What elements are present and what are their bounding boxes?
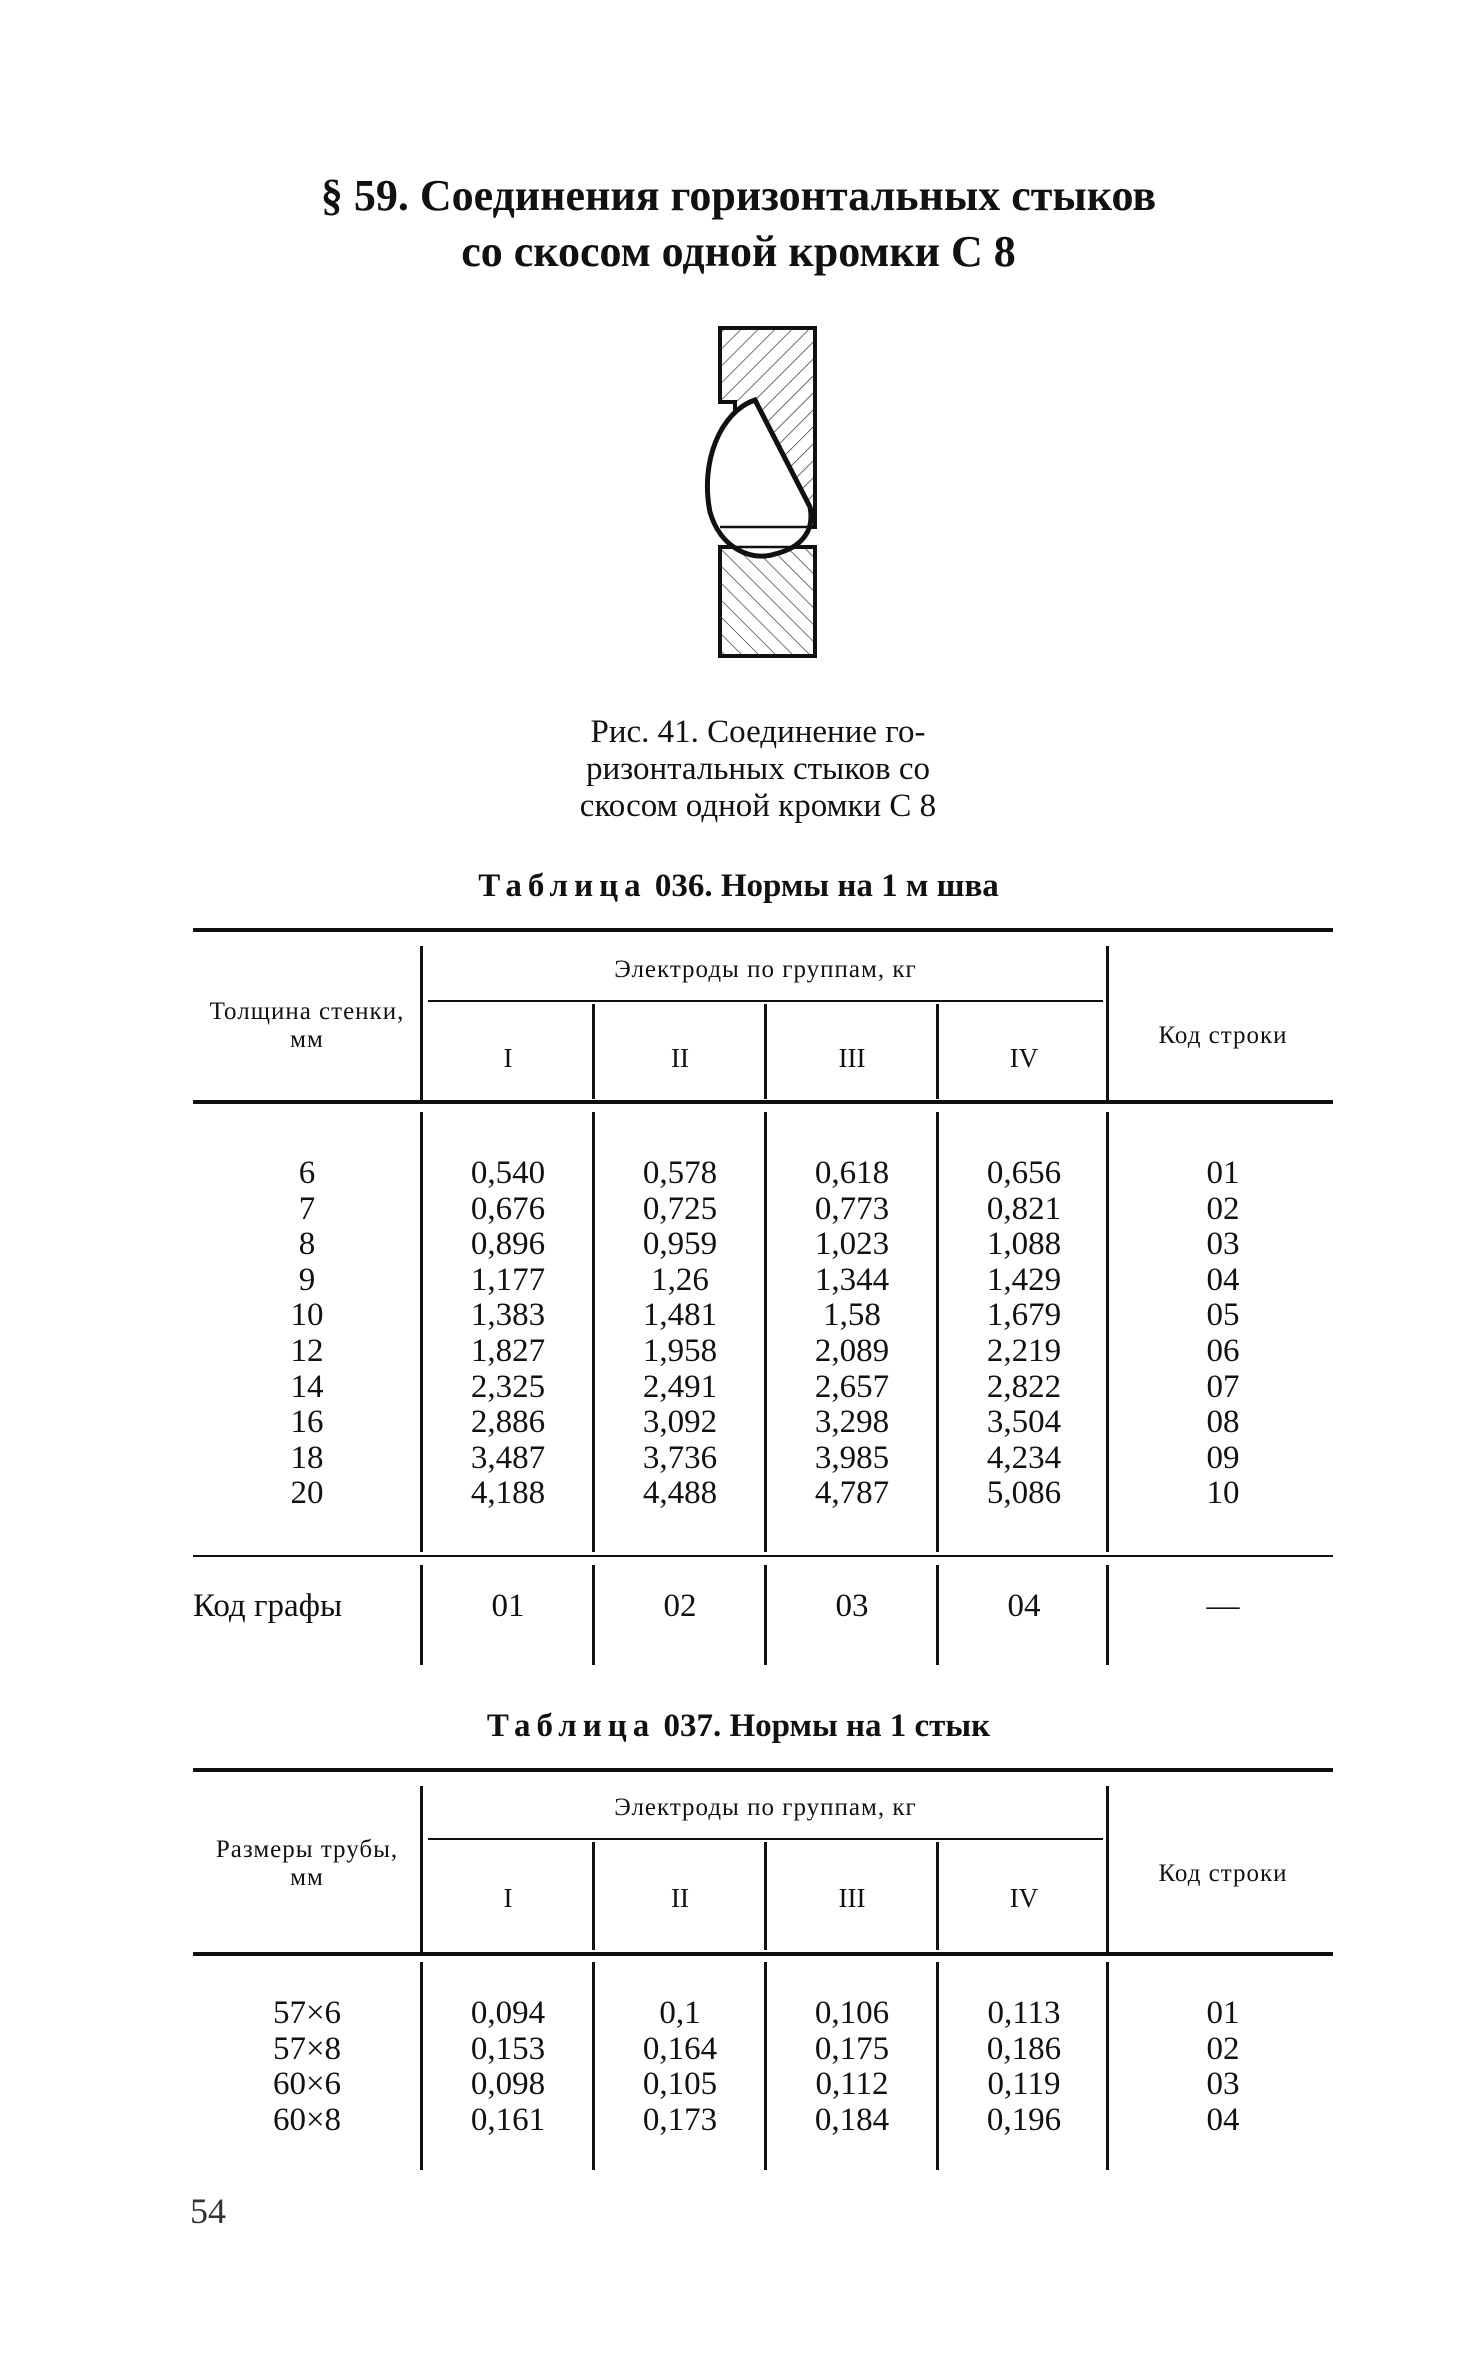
- table-cell: 1,58: [823, 1297, 881, 1334]
- table-cell: 0,540: [470, 1155, 546, 1191]
- caption-line2: ризонтальных стыков со: [585, 751, 931, 787]
- table037-vline: [764, 1962, 767, 2170]
- table037-row-header: Размеры трубы, мм: [215, 1836, 399, 1891]
- table036-col-codes: [1112, 1156, 1334, 1512]
- table036-header-rule: [193, 1100, 1333, 1104]
- table036-col-thickness: [196, 1156, 418, 1512]
- table-cell: 3,487: [470, 1439, 546, 1476]
- table-cell: 0,773: [814, 1190, 890, 1227]
- table-cell: 0,196: [986, 2101, 1062, 2138]
- table037-caption: [0, 1708, 1477, 1745]
- table036-group-iv: IV: [1009, 1043, 1039, 1073]
- table036-group-i: I: [503, 1043, 513, 1073]
- table-cell: 8: [298, 1226, 316, 1263]
- table-cell: 2,089: [814, 1332, 890, 1369]
- table-cell: 1,383: [470, 1297, 546, 1334]
- section-title-line1: § 59. Соединения горизонтальных стыков: [320, 171, 1157, 220]
- table-cell: 0,896: [470, 1226, 546, 1263]
- table036-vline: [420, 1112, 423, 1552]
- table037-vline: [592, 1962, 595, 2170]
- table-cell: 18: [290, 1439, 324, 1476]
- table-cell: 1,429: [986, 1261, 1062, 1298]
- table036-col-g3: [769, 1156, 935, 1512]
- table036-col-g2: [597, 1156, 763, 1512]
- table-cell: 7: [298, 1190, 316, 1227]
- table-cell: 2,491: [642, 1368, 718, 1405]
- caption-line3: скосом одной кромки С 8: [579, 788, 937, 824]
- table036-vline: [1106, 946, 1109, 1101]
- caption-line1: Рис. 41. Соединение го-: [590, 714, 926, 750]
- table036-group-ii: II: [671, 1043, 689, 1073]
- table-cell: 10: [290, 1297, 324, 1334]
- table-cell: 5,086: [986, 1475, 1062, 1512]
- table-cell: 0,1: [659, 1995, 701, 2031]
- table-cell: 02: [1206, 1190, 1240, 1227]
- table-cell: 0,164: [642, 2030, 718, 2067]
- table-cell: 1,177: [470, 1261, 546, 1298]
- table-cell: 03: [1206, 1226, 1240, 1263]
- table-cell: 4,234: [986, 1439, 1062, 1476]
- table-cell: 0,098: [470, 2066, 546, 2103]
- table036-vline: [936, 1565, 939, 1665]
- table-cell: 2,219: [986, 1332, 1062, 1369]
- table037-group-rule: [428, 1838, 1103, 1840]
- table-cell: 01: [1206, 1155, 1240, 1191]
- table036-col-g1: [425, 1156, 591, 1512]
- table-cell: 01: [491, 1588, 525, 1624]
- table-cell: 2,657: [814, 1368, 890, 1405]
- table-cell: 0,676: [470, 1190, 546, 1227]
- table037-group-i: I: [503, 1883, 513, 1913]
- table036-top-rule: [193, 928, 1333, 932]
- table-cell: 0,725: [642, 1190, 718, 1227]
- table-cell: 3,504: [986, 1404, 1062, 1441]
- table-cell: 02: [663, 1588, 697, 1624]
- table-cell: 2,822: [986, 1368, 1062, 1405]
- table-cell: 1,088: [986, 1226, 1062, 1263]
- table-cell: 1,26: [651, 1261, 709, 1298]
- table036-group-header: Электроды по группам, кг: [614, 956, 917, 983]
- table-cell: 16: [290, 1404, 324, 1441]
- table-cell: 07: [1206, 1368, 1240, 1405]
- weld-joint-figure: [680, 322, 840, 662]
- table-cell: 14: [290, 1368, 324, 1405]
- page-number: 54: [190, 2191, 226, 2231]
- table-cell: 0,113: [987, 1995, 1061, 2031]
- table-cell: 9: [298, 1261, 316, 1298]
- table037-group-ii: II: [671, 1883, 689, 1913]
- table-cell: 57×6: [272, 1995, 342, 2031]
- table037-vline: [1106, 1786, 1109, 1952]
- table-cell: 02: [1206, 2030, 1240, 2067]
- table037-caption-word: Таблица: [486, 1708, 656, 1744]
- table036-row-header: Толщина стенки, мм: [209, 998, 405, 1053]
- table-cell: 0,618: [814, 1155, 890, 1191]
- table-cell: 1,023: [814, 1226, 890, 1263]
- table037-vline: [764, 1842, 767, 1950]
- table-cell: 1,344: [814, 1261, 890, 1298]
- table-cell: 10: [1206, 1475, 1240, 1512]
- table036-vline: [936, 1112, 939, 1552]
- table-cell: 0,175: [814, 2030, 890, 2067]
- table-cell: 0,173: [642, 2101, 718, 2138]
- table-cell: 3,092: [642, 1404, 718, 1441]
- table037-group-header: Электроды по группам, кг: [614, 1794, 917, 1821]
- table036-vline: [592, 1004, 595, 1099]
- table037-col-g3: [769, 1996, 935, 2138]
- table-cell: 2,886: [470, 1404, 546, 1441]
- table-cell: 01: [1206, 1995, 1240, 2031]
- table-cell: 1,958: [642, 1332, 718, 1369]
- table036-group-iii: III: [838, 1043, 866, 1073]
- table037-vline: [420, 1786, 423, 1952]
- table-cell: 0,153: [470, 2030, 546, 2067]
- table-cell: 4,787: [814, 1475, 890, 1512]
- table-cell: 03: [835, 1588, 869, 1624]
- table-cell: 0,184: [814, 2101, 890, 2138]
- table036-vline: [592, 1112, 595, 1552]
- table-cell: 0,578: [642, 1155, 718, 1191]
- table-cell: 2,325: [470, 1368, 546, 1405]
- table-cell: 60×6: [272, 2066, 342, 2103]
- table036-body-rule: [193, 1555, 1333, 1557]
- table-cell: 03: [1206, 2066, 1240, 2103]
- table037-code-header: Код строки: [1158, 1860, 1288, 1887]
- table037-vline: [936, 1842, 939, 1950]
- table-cell: 20: [290, 1475, 324, 1512]
- table-cell: 0,959: [642, 1226, 718, 1263]
- table-cell: 6: [298, 1155, 316, 1191]
- section-heading: [0, 168, 1477, 280]
- table-cell: 0,105: [642, 2066, 718, 2103]
- table037-header-rule: [193, 1952, 1333, 1956]
- table-cell: 06: [1206, 1332, 1240, 1369]
- table037-vline: [936, 1962, 939, 2170]
- table036-caption-word: Таблица: [478, 868, 647, 904]
- table-cell: 04: [1206, 1261, 1240, 1298]
- table-cell: 04: [1206, 2101, 1240, 2138]
- table-cell: 0,656: [986, 1155, 1062, 1191]
- table037-vline: [420, 1962, 423, 2170]
- table036-code-header: Код строки: [1158, 1022, 1288, 1049]
- section-title-line2: со скосом одной кромки С 8: [461, 227, 1016, 276]
- table-cell: 09: [1206, 1439, 1240, 1476]
- table-cell: 60×8: [272, 2101, 342, 2138]
- table036-vline: [420, 946, 423, 1101]
- table037-caption-rest: 037. Нормы на 1 стык: [663, 1708, 991, 1744]
- table036-vline: [592, 1565, 595, 1665]
- table-cell: 57×8: [272, 2030, 342, 2067]
- table-cell: 4,488: [642, 1475, 718, 1512]
- table-cell: 3,736: [642, 1439, 718, 1476]
- table036-vline: [420, 1565, 423, 1665]
- table-cell: 12: [290, 1332, 324, 1369]
- table-cell: 1,481: [642, 1297, 718, 1334]
- table-cell: 0,119: [987, 2066, 1061, 2103]
- table036-vline: [764, 1004, 767, 1099]
- table036-caption: [0, 868, 1477, 905]
- table-cell: 0,821: [986, 1190, 1062, 1227]
- table036-col-g4: [941, 1156, 1107, 1512]
- table036-vline: [764, 1112, 767, 1552]
- table036-group-rule: [428, 1000, 1103, 1002]
- table037-col-g1: [425, 1996, 591, 2138]
- table037-vline: [592, 1842, 595, 1950]
- table036-vline: [764, 1565, 767, 1665]
- table036-vline: [936, 1004, 939, 1099]
- table-cell: 0,094: [470, 1995, 546, 2031]
- table036-caption-rest: 036. Нормы на 1 м шва: [654, 868, 999, 904]
- table-cell: 0,106: [814, 1995, 890, 2031]
- table036-kod-grafy-label: Код графы: [193, 1588, 343, 1624]
- table-cell: 04: [1007, 1588, 1041, 1624]
- table037-col-codes: [1112, 1996, 1334, 2138]
- table-cell: 08: [1206, 1404, 1240, 1441]
- table037-group-iii: III: [838, 1883, 866, 1913]
- table037-top-rule: [193, 1768, 1333, 1772]
- table037-col-g4: [941, 1996, 1107, 2138]
- table037-group-iv: IV: [1009, 1883, 1039, 1913]
- table-cell: 1,679: [986, 1297, 1062, 1334]
- table-cell: 0,186: [986, 2030, 1062, 2067]
- table-cell: 05: [1206, 1297, 1240, 1334]
- table-cell: 0,161: [470, 2101, 546, 2138]
- table-cell: 1,827: [470, 1332, 546, 1369]
- table037-col-sizes: [196, 1996, 418, 2138]
- table-cell: 4,188: [470, 1475, 546, 1512]
- table-cell: 0,112: [815, 2066, 889, 2103]
- figure-caption: [528, 714, 988, 825]
- table-cell: 3,298: [814, 1404, 890, 1441]
- table-cell: —: [1206, 1588, 1240, 1624]
- table037-col-g2: [597, 1996, 763, 2138]
- table-cell: 3,985: [814, 1439, 890, 1476]
